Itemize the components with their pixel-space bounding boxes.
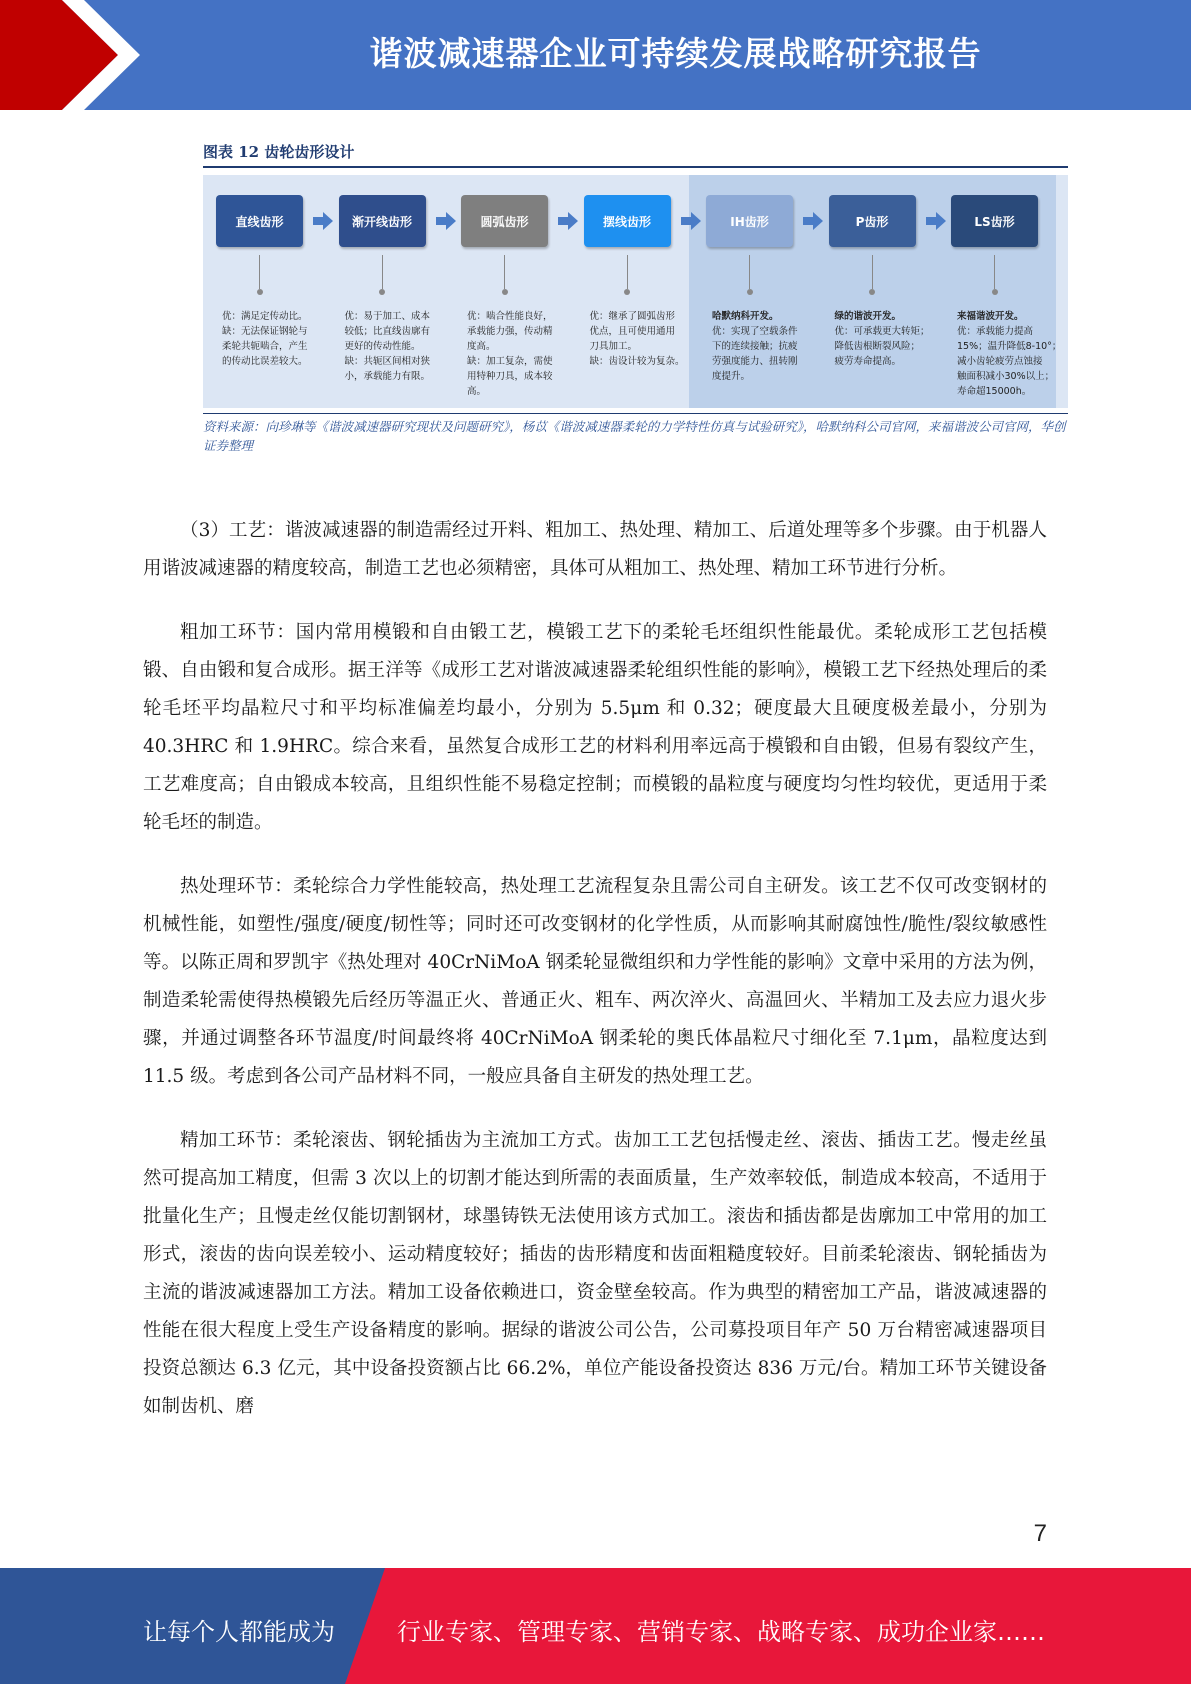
gear-description-line: 优：继承了圆弧齿形: [589, 311, 676, 322]
connector-line: [749, 255, 750, 289]
gear-description-5: [712, 309, 822, 384]
gear-description-line: 15%；温升降低8-10°；: [957, 341, 1062, 352]
flow-arrow-icon: [926, 212, 946, 230]
gear-description-2: [345, 309, 455, 384]
gear-description-line: 优：承载能力提高: [957, 326, 1034, 337]
gear-description-line: 缺：加工复杂，需使: [467, 356, 553, 367]
figure-top-rule: [203, 166, 1068, 168]
gear-description-line: 寿命超15000h。: [957, 386, 1032, 397]
header-title: 谐波减速器企业可持续发展战略研究报告: [369, 34, 982, 73]
flow-arrow-icon: [803, 212, 823, 230]
connector-line: [504, 255, 505, 289]
connector-dot: [257, 289, 263, 295]
gear-developer: 哈默纳科开发。: [712, 311, 779, 322]
footer-slogan-left: 让每个人都能成为: [143, 1618, 335, 1646]
gear-description-line: 刀具加工。: [589, 341, 638, 352]
gear-description-line: 降低齿根断裂风险；: [834, 341, 921, 352]
gear-description-line: 柔轮共轭啮合，产生: [222, 341, 308, 352]
connector-line: [259, 255, 260, 289]
connector-line: [382, 255, 383, 289]
gear-description-6: [835, 309, 945, 369]
gear-description-line: 高。: [467, 386, 487, 397]
gear-description-line: 用特种刀具，成本较: [467, 371, 553, 382]
gear-box-3: 圆弧齿形: [461, 195, 548, 247]
paragraph-heat-treatment: 热处理环节：柔轮综合力学性能较高，热处理工艺流程复杂且需公司自主研发。该工艺不仅可改变钢材的机械性能，如塑性/强度/硬度/韧性等；同时还可改变钢材的化学性质，从而影响其耐腐蚀性/脆性/裂纹敏感性等。以陈正周和罗凯宇《热处理对 40CrNiMoA 钢柔轮显微组织和力学性能的影响》文章中采用的方法为例，制造柔轮需使得热模锻先后经历等温正火、普通正火、粗车、两次淬火、高温回火、半精加工及去应力退火步骤，并通过调整各环节温度/时间最终将 40CrNiMoA 钢柔轮的奥氏体晶粒尺寸细化至 7.1μm，晶粒度达到 11.5 级。考虑到各公司产品材料不同，一般应具备自主研发的热处理工艺。: [143, 876, 1047, 1087]
gear-description-line: 度提升。: [712, 371, 751, 382]
page-number: 7: [1033, 1520, 1047, 1547]
gear-description-line: 缺：齿设计较为复杂。: [589, 356, 685, 367]
gear-box-6: P齿形: [829, 195, 916, 247]
footer-slogan-right: 行业专家、管理专家、营销专家、战略专家、成功企业家……: [397, 1618, 1045, 1646]
header-chevron-decoration: [0, 0, 160, 110]
figure-bottom-rule: [203, 413, 1068, 414]
gear-description-line: 缺：共轭区间相对狭: [344, 356, 431, 367]
page-header: [0, 0, 1191, 110]
gear-description-line: 优：可承载更大转矩；: [834, 326, 930, 337]
gear-description-line: 疲劳寿命提高。: [834, 356, 902, 367]
paragraph-process: （3）工艺：谐波减速器的制造需经过开料、粗加工、热处理、精加工、后道处理等多个步骤。由于机器人用谐波减速器的精度较高，制造工艺也必须精密，具体可从粗加工、热处理、精加工环节进行分析。: [143, 520, 1047, 579]
connector-dot: [624, 289, 630, 295]
gear-description-line: 优：满足定传动比。: [222, 311, 308, 322]
gear-box-2: 渐开线齿形: [339, 195, 426, 247]
gear-description-4: [590, 309, 700, 369]
gear-description-line: 较低；比直线齿廓有: [344, 326, 431, 337]
gear-description-1: [222, 309, 332, 369]
paragraph-rough-machining: 粗加工环节：国内常用模锻和自由锻工艺，模锻工艺下的柔轮毛坯组织性能最优。柔轮成形工艺包括模锻、自由锻和复合成形。据王洋等《成形工艺对谐波减速器柔轮组织性能的影响》，模锻工艺下经热处理后的柔轮毛坯平均晶粒尺寸和平均标准偏差均最小，分别为 5.5μm 和 0.32；硬度最大且硬度极差最小，分别为 40.3HRC 和 1.9HRC。综合来看，虽然复合成形工艺的材料利用率远高于模锻和自由锻，但易有裂纹产生，工艺难度高；自由锻成本较高，且组织性能不易稳定控制；而模锻的晶粒度与硬度均匀性均较优，更适用于柔轮毛坯的制造。: [143, 622, 1047, 833]
connector-dot: [379, 289, 385, 295]
gear-developer: 绿的谐波开发。: [834, 311, 902, 322]
gear-description-line: 的传动比误差较大。: [222, 356, 308, 367]
gear-description-line: 优点，且可使用通用: [589, 326, 676, 337]
connector-dot: [502, 289, 508, 295]
gear-box-7: LS齿形: [951, 195, 1038, 247]
gear-description-line: 更好的传动性能。: [344, 341, 421, 352]
page-footer: [0, 1568, 1191, 1684]
gear-description-line: 缺：无法保证钢轮与: [222, 326, 308, 337]
connector-line: [872, 255, 873, 289]
gear-description-line: 减小齿轮疲劳点蚀接: [957, 356, 1043, 367]
gear-box-5: IH齿形: [706, 195, 793, 247]
gear-box-1: 直线齿形: [216, 195, 303, 247]
flow-arrow-icon: [313, 212, 333, 230]
gear-description-line: 小，承载能力有限。: [344, 371, 431, 382]
connector-dot: [869, 289, 875, 295]
figure-title: 图表 12 齿轮齿形设计: [203, 143, 355, 161]
flow-arrow-icon: [681, 212, 701, 230]
gear-description-line: 优：易于加工、成本: [344, 311, 431, 322]
flow-arrow-icon: [558, 212, 578, 230]
connector-line: [627, 255, 628, 289]
connector-line: [994, 255, 995, 289]
flow-arrow-icon: [436, 212, 456, 230]
gear-description-line: 度高。: [467, 341, 496, 352]
connector-dot: [992, 289, 998, 295]
gear-tooth-diagram: [203, 175, 1068, 408]
gear-description-3: [467, 309, 577, 399]
gear-description-line: 优：实现了空载条件: [712, 326, 798, 337]
gear-box-4: 摆线齿形: [584, 195, 671, 247]
body-text: [143, 512, 1047, 1452]
gear-developer: 来福谐波开发。: [957, 311, 1024, 322]
gear-description-line: 劳强度能力、扭转刚: [712, 356, 798, 367]
paragraph-finishing: 精加工环节：柔轮滚齿、钢轮插齿为主流加工方式。齿加工工艺包括慢走丝、滚齿、插齿工艺。慢走丝虽然可提高加工精度，但需 3 次以上的切割才能达到所需的表面质量，生产效率较低，制造成本较高，不适用于批量化生产；且慢走丝仅能切割钢材，球墨铸铁无法使用该方式加工。滚齿和插齿都是齿廓加工中常用的加工形式，滚齿的齿向误差较小、运动精度较好；插齿的齿形精度和齿面粗糙度较好。目前柔轮滚齿、钢轮插齿为主流的谐波减速器加工方法。精加工设备依赖进口，资金壁垒较高。作为典型的精密加工产品，谐波减速器的性能在很大程度上受生产设备精度的影响。据绿的谐波公司公告，公司募投项目年产 50 万台精密减速器项目投资总额达 6.3 亿元，其中设备投资额占比 66.2%，单位产能设备投资达 836 万元/台。精加工环节关键设备如制齿机、磨: [143, 1130, 1047, 1417]
gear-description-line: 下的连续接触；抗疲: [712, 341, 798, 352]
gear-description-7: [957, 309, 1067, 399]
gear-description-line: 优：啮合性能良好，: [467, 311, 553, 322]
gear-description-line: 触面积减小30%以上；: [957, 371, 1055, 382]
gear-description-line: 承载能力强，传动精: [467, 326, 553, 337]
figure-source: 资料来源：向珍琳等《谐波减速器研究现状及问题研究》，杨苡《谐波减速器柔轮的力学特性仿真与试验研究》，哈默纳科公司官网，来福谐波公司官网，华创证券整理: [203, 419, 1066, 453]
connector-dot: [747, 289, 753, 295]
